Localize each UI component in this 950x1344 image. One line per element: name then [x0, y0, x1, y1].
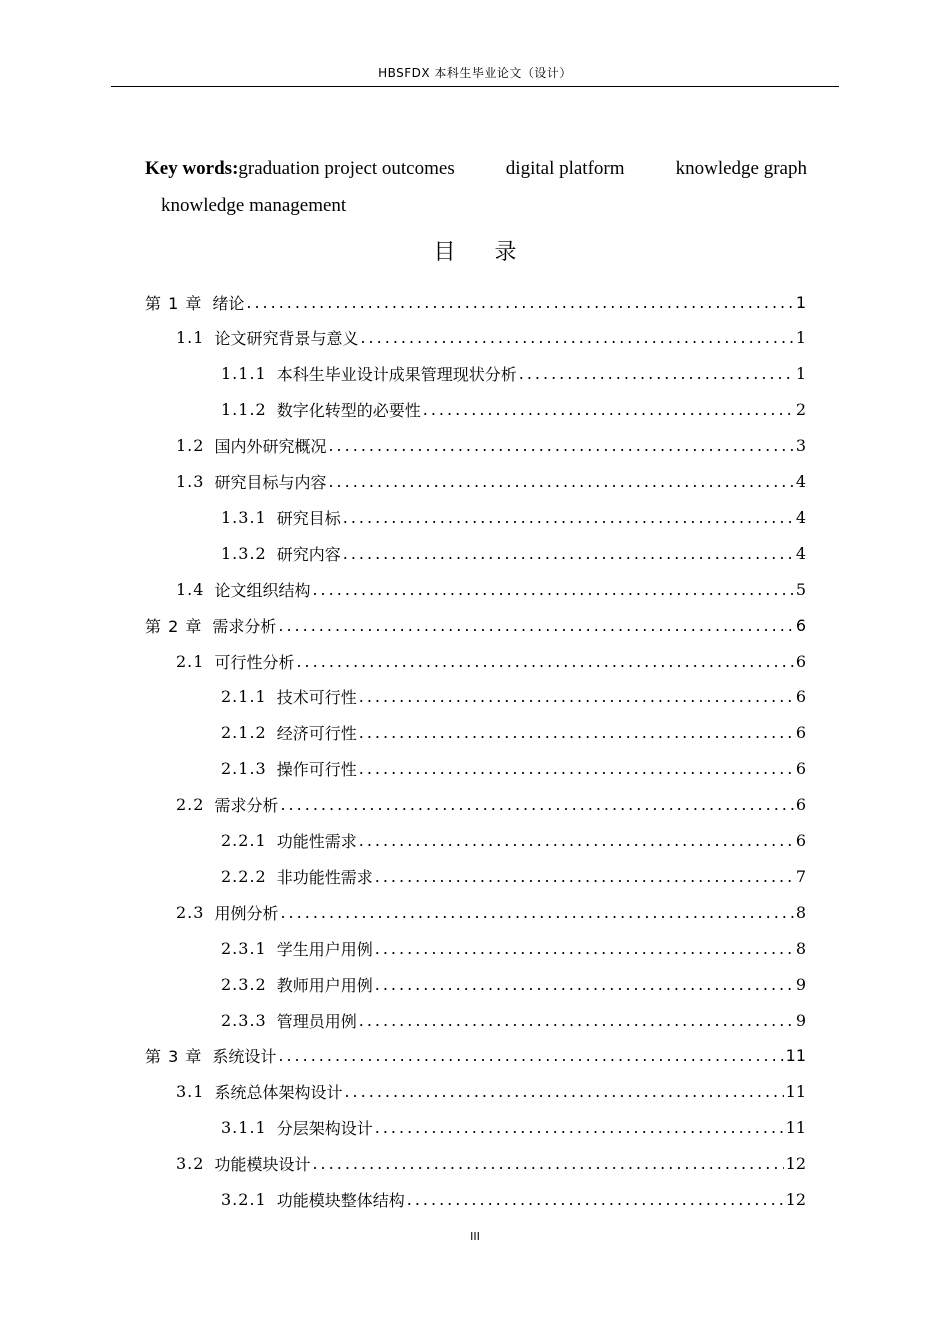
- toc-dot-leader: [278, 616, 793, 635]
- toc-entry-level-2[interactable]: [176, 428, 806, 464]
- toc-entry-title: 功能模块设计: [214, 1155, 311, 1175]
- toc-entry-number: 2.3.3: [221, 1010, 267, 1030]
- toc-entry-page: 11: [785, 1046, 806, 1066]
- toc-entry-page: 8: [795, 902, 806, 922]
- toc-entry-number: 2.3.2: [221, 974, 267, 994]
- toc-entry-title: 功能性需求: [276, 832, 357, 851]
- keywords-label: Key words:: [145, 158, 239, 179]
- toc-entry-number: 1.1.2: [221, 400, 267, 420]
- toc-entry-title: 国内外研究概况: [214, 437, 327, 457]
- toc-entry-number: 2.1: [176, 651, 205, 671]
- toc-entry-number: 第 1 章: [145, 293, 203, 313]
- toc-entry-page: 4: [795, 472, 806, 491]
- toc-entry-title: 需求分析: [212, 616, 277, 636]
- toc-entry-page: 1: [795, 328, 806, 348]
- toc-dot-leader: [280, 903, 793, 922]
- toc-entry-page: 5: [795, 579, 806, 599]
- toc-dot-leader: [359, 723, 794, 742]
- toc-entry-level-3[interactable]: [221, 715, 806, 751]
- toc-entry-level-2[interactable]: [176, 464, 806, 500]
- toc-entry-number: 3.2: [176, 1154, 205, 1174]
- toc-entry-number: 2.2: [176, 795, 205, 815]
- toc-entry-number: 3.2.1: [221, 1190, 267, 1209]
- keyword-term: graduation project outcomes: [238, 158, 455, 179]
- toc-entry-title: 论文组织结构: [214, 580, 311, 600]
- toc-entry-number: 3.1: [176, 1082, 205, 1102]
- toc-dot-leader: [246, 293, 793, 312]
- toc-entry-title: 用例分析: [214, 903, 279, 923]
- toc-entry-title: 经济可行性: [276, 724, 357, 744]
- toc-dot-leader: [375, 975, 794, 994]
- toc-entry-page: 6: [795, 795, 806, 815]
- toc-entry-title: 功能模块整体结构: [276, 1191, 405, 1210]
- toc-entry-level-3[interactable]: [221, 1110, 806, 1146]
- toc-entry-page: 7: [795, 866, 806, 886]
- toc-entry-title: 研究目标与内容: [214, 473, 327, 492]
- toc-entry-number: 3.1.1: [221, 1118, 267, 1138]
- toc-entry-page: 11: [785, 1118, 806, 1138]
- toc-dot-leader: [375, 867, 794, 886]
- toc-entry-level-3[interactable]: [221, 535, 806, 571]
- toc-entry-number: 1.1.1: [221, 364, 267, 384]
- toc-entry-number: 1.3.1: [221, 507, 267, 527]
- toc-entry-title: 操作可行性: [276, 760, 357, 780]
- keywords-block: [145, 150, 807, 224]
- toc-entry-title: 学生用户用例: [276, 939, 373, 959]
- toc-entry-page: 4: [795, 543, 806, 563]
- toc-entry-level-2[interactable]: [176, 1146, 806, 1182]
- toc-entry-level-3[interactable]: [221, 966, 806, 1002]
- toc-entry-number: 1.2: [176, 436, 205, 456]
- toc-title: 目 录: [433, 240, 533, 265]
- toc-dot-leader: [328, 436, 793, 455]
- toc-entry-title: 可行性分析: [214, 652, 295, 672]
- toc-dot-leader: [359, 759, 794, 778]
- toc-entry-title: 教师用户用例: [276, 975, 373, 995]
- toc-dot-leader: [343, 544, 794, 563]
- toc-entry-number: 第 2 章: [145, 616, 203, 636]
- toc-entry-number: 1.3: [176, 472, 205, 491]
- toc-entry-title: 研究目标: [276, 508, 341, 528]
- toc-entry-page: 3: [795, 436, 806, 456]
- toc-entry-level-3[interactable]: [221, 751, 806, 787]
- toc-entry-page: 12: [785, 1154, 806, 1174]
- toc-entry-number: 1.4: [176, 579, 205, 599]
- toc-dot-leader: [280, 795, 793, 814]
- toc-entry-title: 分层架构设计: [276, 1119, 373, 1139]
- toc-entry-level-3[interactable]: [221, 823, 806, 859]
- toc-entry-level-3[interactable]: [221, 679, 806, 715]
- toc-entry-title: 非功能性需求: [276, 867, 373, 887]
- header-rule: [111, 86, 839, 87]
- toc-dot-leader: [278, 1046, 783, 1065]
- toc-dot-leader: [359, 687, 794, 706]
- toc-entry-number: 2.1.1: [221, 687, 267, 707]
- toc-entry-page: 6: [795, 651, 806, 671]
- toc-entry-level-3[interactable]: [221, 1002, 806, 1038]
- toc-entry-title: 系统设计: [212, 1047, 277, 1067]
- keywords-line-2: [145, 187, 807, 224]
- toc-entry-page: 1: [795, 364, 806, 384]
- toc-entry-level-3[interactable]: [221, 356, 806, 392]
- toc-entry-number: 1.1: [176, 328, 205, 348]
- toc-entry-level-3[interactable]: [221, 1182, 806, 1218]
- toc-entry-page: 6: [795, 687, 806, 707]
- toc-dot-leader: [519, 364, 794, 383]
- page-number: III: [470, 1230, 480, 1243]
- keywords-line-1: [145, 150, 807, 187]
- toc-dot-leader: [312, 580, 793, 599]
- toc-entry-level-1[interactable]: [145, 284, 806, 320]
- toc-entry-level-2[interactable]: [176, 320, 806, 356]
- toc-dot-leader: [343, 508, 794, 527]
- toc-entry-level-1[interactable]: [145, 607, 806, 643]
- toc-entry-title: 本科生毕业设计成果管理现状分析: [276, 365, 517, 385]
- toc-entry-level-2[interactable]: [176, 1074, 806, 1110]
- toc-entry-title: 系统总体架构设计: [214, 1083, 343, 1103]
- toc-entry-title: 论文研究背景与意义: [214, 329, 359, 349]
- toc-dot-leader: [375, 939, 794, 958]
- toc-entry-page: 12: [785, 1190, 806, 1209]
- toc-entry-title: 数字化转型的必要性: [276, 401, 421, 421]
- toc-dot-leader: [312, 1154, 783, 1173]
- toc-entry-number: 2.3.1: [221, 938, 267, 958]
- toc-entry-page: 11: [785, 1082, 806, 1102]
- toc-entry-page: 9: [795, 974, 806, 994]
- toc-entry-page: 9: [795, 1010, 806, 1030]
- toc-entry-level-3[interactable]: [221, 499, 806, 535]
- toc-entry-title: 技术可行性: [276, 688, 357, 708]
- toc-dot-leader: [375, 1118, 784, 1137]
- toc-entry-title: 研究内容: [276, 544, 341, 564]
- toc-entry-title: 需求分析: [214, 796, 279, 816]
- toc-dot-leader: [359, 831, 794, 850]
- toc-entry-number: 2.3: [176, 902, 205, 922]
- toc-entry-level-3[interactable]: [221, 858, 806, 894]
- toc-dot-leader: [423, 400, 794, 419]
- toc-entry-level-2[interactable]: [176, 787, 806, 823]
- toc-entry-number: 2.2.1: [221, 831, 267, 850]
- toc-entry-level-2[interactable]: [176, 571, 806, 607]
- toc-dot-leader: [344, 1082, 783, 1101]
- toc-entry-level-3[interactable]: [221, 392, 806, 428]
- toc-dot-leader: [359, 1011, 794, 1030]
- toc-entry-level-1[interactable]: [145, 1038, 806, 1074]
- toc-entry-level-2[interactable]: [176, 894, 806, 930]
- toc-dot-leader: [360, 328, 793, 347]
- toc-entry-number: 2.1.3: [221, 759, 267, 779]
- toc-entry-page: 6: [795, 723, 806, 743]
- toc-entry-page: 6: [795, 759, 806, 779]
- toc-entry-number: 1.3.2: [221, 543, 267, 563]
- toc-entry-page: 6: [795, 831, 806, 850]
- page-header: HBSFDX 本科生毕业论文（设计）: [378, 66, 572, 80]
- toc-entry-title: 绪论: [212, 293, 245, 313]
- toc-entry-level-2[interactable]: [176, 643, 806, 679]
- toc-entry-page: 2: [795, 400, 806, 420]
- toc-entry-number: 2.2.2: [221, 866, 267, 886]
- keyword-term: knowledge graph: [675, 158, 807, 179]
- toc-entry-number: 2.1.2: [221, 723, 267, 743]
- toc-dot-leader: [328, 472, 793, 491]
- toc-dot-leader: [296, 652, 793, 671]
- toc-entry-title: 管理员用例: [276, 1011, 357, 1031]
- toc-entry-page: 4: [795, 507, 806, 527]
- keyword-term: digital platform: [505, 158, 625, 179]
- toc-entry-page: 1: [795, 292, 806, 312]
- toc-entry-page: 6: [795, 615, 806, 635]
- toc-entry-number: 第 3 章: [145, 1047, 203, 1067]
- toc-entry-page: 8: [795, 938, 806, 958]
- toc-entry-level-3[interactable]: [221, 930, 806, 966]
- keywords-first: [145, 150, 455, 187]
- keyword-term: knowledge management: [161, 195, 347, 216]
- toc-dot-leader: [407, 1190, 784, 1209]
